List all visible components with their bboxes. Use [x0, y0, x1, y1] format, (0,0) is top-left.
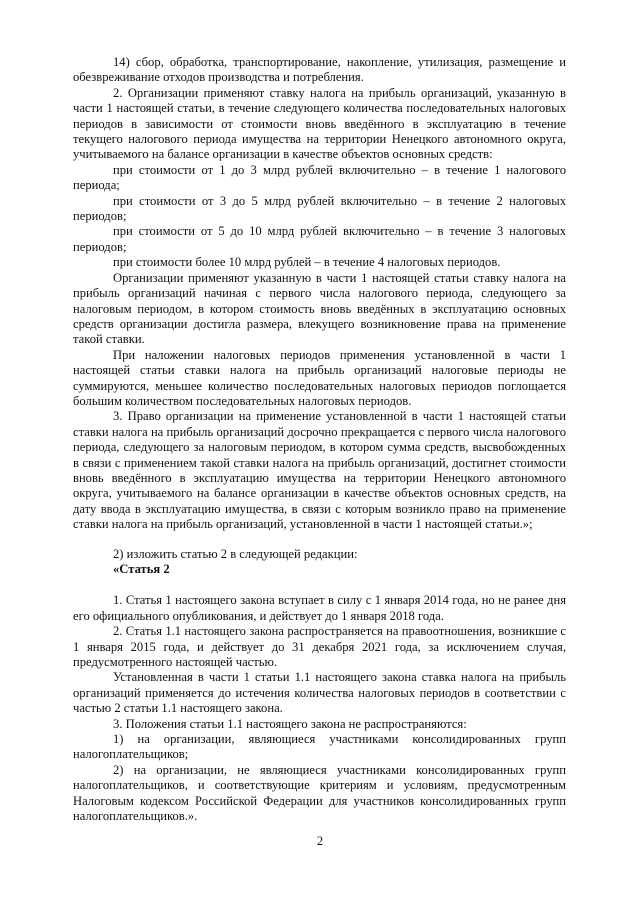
paragraph-cost-over-10: при стоимости более 10 млрд рублей – в течение 4 налоговых периодов.: [113, 255, 501, 270]
paragraph-article2-item2: 2) на организации, не являющиеся участниками консолидированных групп налогоплательщиков, и соответствующие критериям и условиям, предусмотренным Налоговым кодексом Российской Федерации для участников консолидированных групп налогоплательщиков.».: [73, 762, 566, 824]
paragraph-article2-part2: 2. Статья 1.1 настоящего закона распространяется на правоотношения, возникшие с 1 января 2015 года, и действует до 31 декабря 2021 года, за исключением случая, предусмотренного настоящей частью.: [73, 624, 566, 670]
article-2-heading: «Статья 2: [113, 562, 170, 576]
paragraph-cost-5-10: при стоимости от 5 до 10 млрд рублей включительно – в течение 3 налоговых периодов;: [73, 224, 566, 254]
paragraph-article2-part3: 3. Положения статьи 1.1 настоящего закона не распространяются:: [113, 716, 467, 731]
paragraph-item-14: 14) сбор, обработка, транспортирование, накопление, утилизация, размещение и обезвреживание отходов производства и потребления.: [73, 55, 566, 85]
paragraph-article2-item1: 1) на организации, являющиеся участниками консолидированных групп налогоплательщиков;: [73, 732, 566, 762]
paragraph-cost-3-5: при стоимости от 3 до 5 млрд рублей включительно – в течение 2 налоговых периодов;: [73, 193, 566, 224]
paragraph-part-3: 3. Право организации на применение установленной в части 1 настоящей статьи ставки налога на прибыль организаций досрочно прекращается с первого числа налогового периода, следующего за налоговым периодом, в котором сумма средств, высвобожденных в связи с применением такой ставки налога на прибыль организаций, достигнет стоимости вновь введённого в эксплуатацию имущества на территории Ненецкого автономного округа, учитываемого на балансе организации в качестве объектов основных средств, на дату ввода в эксплуатацию имущества, в связи с которым возникло право на применение ставки налога на прибыль организаций, установленной в части 1 настоящей статьи.»;: [73, 409, 566, 532]
paragraph-cost-1-3: при стоимости от 1 до 3 млрд рублей включительно – в течение 1 налогового периода;: [73, 162, 566, 193]
paragraph-amendment-2: 2) изложить статью 2 в следующей редакции:: [113, 546, 358, 561]
paragraph-rate-application: Организации применяют указанную в части 1 настоящей статьи ставку налога на прибыль организаций начиная с первого числа налогового периода, следующего за налоговым периодом, в котором стоимость вновь введённых в эксплуатацию основных средств организации достигла размера, влекущего возникновение права на применение такой ставки.: [73, 270, 566, 347]
document-body: [73, 55, 566, 825]
page-number: 2: [316, 834, 324, 848]
paragraph-part-2: 2. Организации применяют ставку налога на прибыль организаций, указанную в части 1 настоящей статьи, в течение следующего количества последовательных налоговых периодов в зависимости от стоимости вновь введённого в эксплуатацию в течение текущего налогового периода имущества на территории Ненецкого автономного округа, учитываемого на балансе организации в качестве объектов основных средств:: [73, 85, 566, 162]
paragraph-article2-rate: Установленная в части 1 статьи 1.1 настоящего закона ставка налога на прибыль организаций применяется до истечения количества налоговых периодов в соответствии с частью 2 статьи 1.1 настоящего закона.: [73, 670, 566, 716]
paragraph-article2-part1: 1. Статья 1 настоящего закона вступает в силу с 1 января 2014 года, но не ранее дня его официального опубликования, и действует до 1 января 2018 года.: [73, 593, 566, 623]
paragraph-overlapping-periods: При наложении налоговых периодов применения установленной в части 1 настоящей статьи ставки налога на прибыль организаций налоговые периоды не суммируются, меньшее количество последовательных налоговых периодов поглощается большим количеством последовательных налоговых периодов.: [73, 347, 566, 408]
